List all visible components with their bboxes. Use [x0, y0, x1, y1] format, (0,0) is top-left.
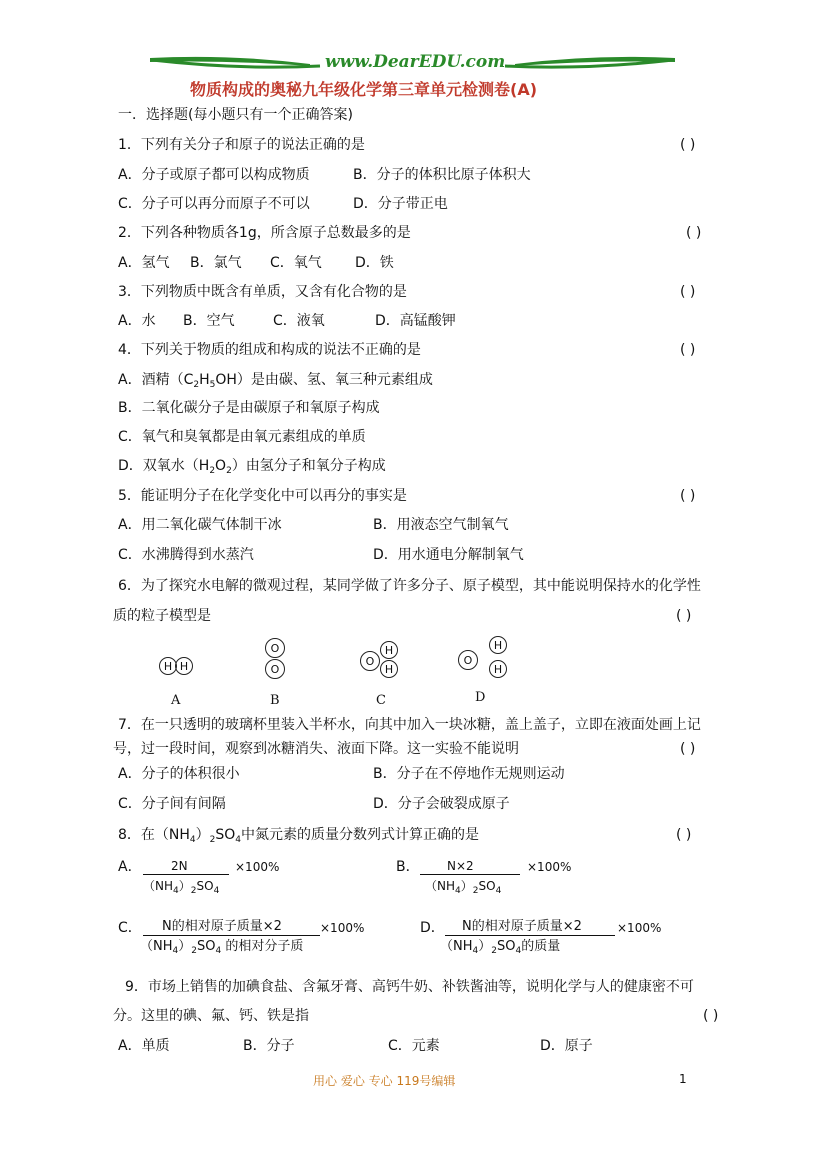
q9-bracket: ( )	[703, 1008, 719, 1024]
q2-option-b: B．氯气	[190, 255, 242, 271]
model-a-atom-h1: H	[159, 657, 177, 675]
q8-option-d-times100: ×100%	[617, 921, 662, 935]
q2-stem: 2．下列各种物质各1g，所含原子总数最多的是	[118, 225, 411, 241]
model-a-label: A	[171, 693, 181, 708]
q8-option-c-times100: ×100%	[320, 921, 365, 935]
q8-option-a-denominator: $(NH_4)_2SO_4$	[143, 879, 220, 896]
q8-option-a-label: A．	[118, 859, 142, 875]
q4-option-d: D．双氧水$(H_2O_2)$由氢分子和氧分子构成	[118, 458, 386, 476]
page-title: 物质构成的奥秘九年级化学第三章单元检测卷(A)	[190, 80, 538, 99]
q6-stem-line2: 质的粒子模型是	[113, 608, 211, 624]
model-d-atom-o: O	[458, 650, 478, 670]
q1-option-c: C．分子可以再分而原子不可以	[118, 196, 310, 212]
q2-bracket: ( )	[686, 225, 702, 241]
q6-bracket: ( )	[676, 608, 692, 624]
q7-bracket: ( )	[680, 741, 696, 757]
q3-option-a: A．水	[118, 313, 156, 329]
q4-option-c: C．氧气和臭氧都是由氧元素组成的单质	[118, 429, 366, 445]
q8-option-c-label: C．	[118, 920, 142, 936]
section-heading: 一．选择题(每小题只有一个正确答案)	[118, 107, 353, 123]
q7-option-c: C．分子间有间隔	[118, 796, 226, 812]
q3-stem: 3．下列物质中既含有单质，又含有化合物的是	[118, 284, 407, 300]
model-c-label: C	[376, 693, 386, 708]
q1-option-d: D．分子带正电	[353, 196, 448, 212]
q9-option-a: A．单质	[118, 1038, 170, 1054]
q7-option-d: D．分子会破裂成原子	[373, 796, 510, 812]
q8-option-c-denominator: $(NH_4)_2SO_4$ 的相对分子质	[140, 939, 304, 956]
q9-option-b: B．分子	[243, 1038, 295, 1054]
q7-option-b: B．分子在不停地作无规则运动	[373, 766, 565, 782]
q9-option-c: C．元素	[388, 1038, 440, 1054]
q4-stem: 4．下列关于物质的组成和构成的说法不正确的是	[118, 342, 421, 358]
q3-option-c: C．液氧	[273, 313, 325, 329]
model-b-atom-o2: O	[265, 659, 285, 679]
q2-option-c: C．氧气	[270, 255, 322, 271]
q4-bracket: ( )	[680, 342, 696, 358]
q8-option-d-numerator: N的相对原子质量×2	[462, 919, 582, 934]
q3-option-b: B．空气	[183, 313, 235, 329]
q8-option-c-fraction-bar	[143, 935, 320, 936]
model-b-label: B	[270, 693, 280, 708]
q8-option-a-times100: ×100%	[235, 860, 280, 874]
q9-option-d: D．原子	[540, 1038, 593, 1054]
q8-option-a-numerator: 2N	[171, 859, 188, 873]
q8-stem: 8．在$(NH_4)_2SO_4$中氮元素的质量分数列式计算正确的是	[118, 827, 480, 845]
footer-text: 用心 爱心 专心 119号编辑	[313, 1074, 456, 1088]
q1-option-a: A．分子或原子都可以构成物质	[118, 167, 310, 183]
model-b-atom-o1: O	[265, 638, 285, 658]
q1-option-b: B．分子的体积比原子体积大	[353, 167, 531, 183]
model-c-atom-h1: H	[380, 641, 398, 659]
q8-option-b-denominator: $(NH_4)_2SO_4$	[425, 879, 502, 896]
q2-option-d: D．铁	[355, 255, 394, 271]
model-a-atom-h2: H	[175, 657, 193, 675]
q8-bracket: ( )	[676, 827, 692, 843]
q9-stem-line1: 9．市场上销售的加碘食盐、含氟牙膏、高钙牛奶、补铁酱油等，说明化学与人的健康密不可	[125, 979, 694, 995]
model-d-atom-h1: H	[489, 636, 507, 654]
model-c-atom-h2: H	[380, 660, 398, 678]
q4-option-a: A．酒精$(C_2H_5OH)$是由碳、氢、氧三种元素组成	[118, 372, 433, 390]
q8-option-a-fraction-bar	[143, 874, 229, 875]
q7-option-a: A．分子的体积很小	[118, 766, 240, 782]
q8-option-b-label: B．	[396, 859, 420, 875]
page-number: 1	[679, 1072, 687, 1086]
q8-option-c-numerator: N的相对原子质量×2	[162, 919, 282, 934]
site-url: www.DearEDU.com	[325, 52, 506, 72]
q3-bracket: ( )	[680, 284, 696, 300]
q9-stem-line2: 分。这里的碘、氟、钙、铁是指	[113, 1008, 309, 1024]
q7-stem-line2: 号，过一段时间，观察到冰糖消失、液面下降。这一实验不能说明	[113, 741, 519, 757]
q1-bracket: ( )	[680, 137, 696, 153]
q2-option-a: A．氢气	[118, 255, 170, 271]
q5-option-d: D．用水通电分解制氧气	[373, 547, 524, 563]
q5-bracket: ( )	[680, 488, 696, 504]
q3-option-d: D．高锰酸钾	[375, 313, 456, 329]
q8-option-d-fraction-bar	[445, 935, 615, 936]
q5-option-b: B．用液态空气制氧气	[373, 517, 509, 533]
q8-option-b-numerator: N×2	[447, 859, 474, 873]
q8-option-d-denominator: $(NH_4)_2SO_4$的质量	[440, 939, 561, 956]
q8-option-d-label: D．	[420, 920, 445, 936]
q8-option-b-fraction-bar	[420, 874, 520, 875]
model-d-label: D	[475, 690, 486, 705]
q5-option-c: C．水沸腾得到水蒸汽	[118, 547, 254, 563]
q5-option-a: A．用二氧化碳气体制干冰	[118, 517, 282, 533]
q8-option-b-times100: ×100%	[527, 860, 572, 874]
model-d-atom-h2: H	[489, 660, 507, 678]
q4-option-b: B．二氧化碳分子是由碳原子和氧原子构成	[118, 400, 380, 416]
q6-stem-line1: 6．为了探究水电解的微观过程，某同学做了许多分子、原子模型，其中能说明保持水的化学性	[118, 578, 701, 594]
q1-stem: 1．下列有关分子和原子的说法正确的是	[118, 137, 365, 153]
q5-stem: 5．能证明分子在化学变化中可以再分的事实是	[118, 488, 407, 504]
model-c-atom-o: O	[360, 651, 380, 671]
q7-stem-line1: 7．在一只透明的玻璃杯里装入半杯水，向其中加入一块冰糖，盖上盖子，立即在液面处画上记	[118, 717, 701, 733]
